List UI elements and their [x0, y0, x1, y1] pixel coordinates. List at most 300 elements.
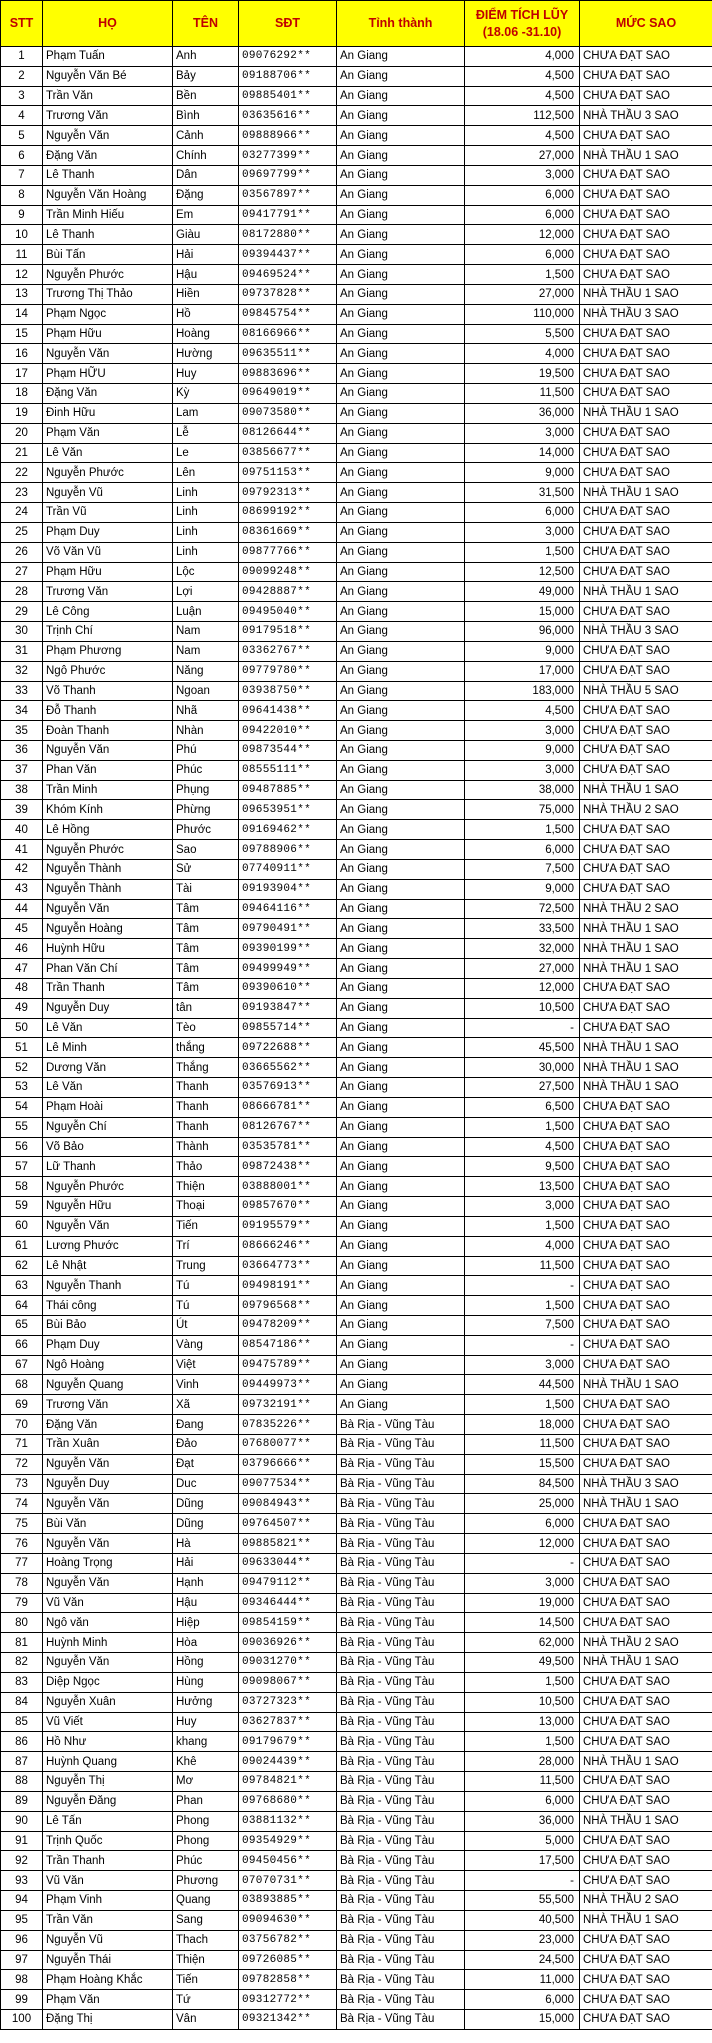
cell-stt: 94: [1, 1891, 43, 1911]
cell-stt: 63: [1, 1276, 43, 1296]
cell-tinh-thanh: Bà Rịa - Vũng Tàu: [337, 1415, 465, 1435]
cell-tinh-thanh: Bà Rịa - Vũng Tàu: [337, 1772, 465, 1792]
cell-tinh-thanh: Bà Rịa - Vũng Tàu: [337, 1851, 465, 1871]
cell-diem-tich-luy: 14,000: [465, 443, 580, 463]
cell-tinh-thanh: An Giang: [337, 721, 465, 741]
cell-tinh-thanh: An Giang: [337, 820, 465, 840]
cell-ten: Thoại: [173, 1197, 239, 1217]
cell-ten: Bảy: [173, 66, 239, 86]
cell-ten: Dũng: [173, 1514, 239, 1534]
cell-stt: 21: [1, 443, 43, 463]
cell-diem-tich-luy: 44,500: [465, 1375, 580, 1395]
cell-ho: Hồ Như: [43, 1732, 173, 1752]
cell-diem-tich-luy: 19,000: [465, 1593, 580, 1613]
cell-stt: 83: [1, 1672, 43, 1692]
cell-stt: 96: [1, 1930, 43, 1950]
cell-tinh-thanh: An Giang: [337, 165, 465, 185]
cell-ho: Nguyễn Văn: [43, 126, 173, 146]
cell-stt: 37: [1, 760, 43, 780]
cell-stt: 79: [1, 1593, 43, 1613]
cell-tinh-thanh: Bà Rịa - Vũng Tàu: [337, 1950, 465, 1970]
cell-diem-tich-luy: -: [465, 1553, 580, 1573]
cell-tinh-thanh: An Giang: [337, 1256, 465, 1276]
cell-diem-tich-luy: 27,000: [465, 146, 580, 166]
cell-muc-sao: CHƯA ĐẠT SAO: [580, 542, 712, 562]
cell-ho: Lương Phước: [43, 1236, 173, 1256]
cell-ho: Nguyễn Quang: [43, 1375, 173, 1395]
table-row: [1, 1058, 712, 1078]
table-row: [1, 403, 712, 423]
cell-ho: Trương Văn: [43, 106, 173, 126]
cell-diem-tich-luy: 9,000: [465, 879, 580, 899]
cell-diem-tich-luy: 11,500: [465, 384, 580, 404]
cell-sdt: 08547186**: [239, 1335, 337, 1355]
cell-muc-sao: CHƯA ĐẠT SAO: [580, 760, 712, 780]
table-row: [1, 1633, 712, 1653]
cell-sdt: 09478209**: [239, 1316, 337, 1336]
cell-ten: Phụng: [173, 780, 239, 800]
cell-diem-tich-luy: 12,000: [465, 978, 580, 998]
header-diem-line1: ĐIỂM TÍCH LŨY: [475, 7, 569, 22]
cell-ten: Tú: [173, 1296, 239, 1316]
cell-ho: Nguyễn Duy: [43, 998, 173, 1018]
cell-muc-sao: CHƯA ĐẠT SAO: [580, 1355, 712, 1375]
cell-sdt: 09872438**: [239, 1157, 337, 1177]
cell-ho: Huỳnh Hữu: [43, 939, 173, 959]
cell-diem-tich-luy: 6,500: [465, 1097, 580, 1117]
table-row: [1, 1534, 712, 1554]
table-row: [1, 1276, 712, 1296]
cell-diem-tich-luy: 17,500: [465, 1851, 580, 1871]
cell-ten: Đặng: [173, 185, 239, 205]
table-row: [1, 1117, 712, 1137]
table-row: [1, 126, 712, 146]
cell-stt: 90: [1, 1811, 43, 1831]
table-row: [1, 106, 712, 126]
cell-ten: Linh: [173, 542, 239, 562]
table-row: [1, 1177, 712, 1197]
cell-sdt: 09487885**: [239, 780, 337, 800]
cell-sdt: 09857670**: [239, 1197, 337, 1217]
cell-sdt: 09098067**: [239, 1672, 337, 1692]
cell-sdt: 08666246**: [239, 1236, 337, 1256]
cell-ho: Phạm Văn: [43, 423, 173, 443]
cell-tinh-thanh: Bà Rịa - Vũng Tàu: [337, 1970, 465, 1990]
cell-ho: Nguyễn Thành: [43, 859, 173, 879]
cell-muc-sao: CHƯA ĐẠT SAO: [580, 1712, 712, 1732]
cell-ho: Nguyễn Văn: [43, 1216, 173, 1236]
table-row: [1, 1494, 712, 1514]
cell-diem-tich-luy: 4,000: [465, 1236, 580, 1256]
cell-diem-tich-luy: 6,000: [465, 1514, 580, 1534]
cell-stt: 40: [1, 820, 43, 840]
cell-muc-sao: CHƯA ĐẠT SAO: [580, 463, 712, 483]
cell-stt: 8: [1, 185, 43, 205]
cell-tinh-thanh: An Giang: [337, 899, 465, 919]
cell-ten: Cảnh: [173, 126, 239, 146]
cell-stt: 45: [1, 919, 43, 939]
cell-diem-tich-luy: 23,000: [465, 1930, 580, 1950]
table-row: [1, 959, 712, 979]
cell-ho: Lữ Thanh: [43, 1157, 173, 1177]
cell-diem-tich-luy: 1,500: [465, 542, 580, 562]
table-row: [1, 304, 712, 324]
cell-stt: 92: [1, 1851, 43, 1871]
cell-muc-sao: CHƯA ĐẠT SAO: [580, 661, 712, 681]
cell-diem-tich-luy: 12,000: [465, 225, 580, 245]
cell-muc-sao: CHƯA ĐẠT SAO: [580, 1831, 712, 1851]
cell-ten: Việt: [173, 1355, 239, 1375]
cell-sdt: 03635616**: [239, 106, 337, 126]
cell-muc-sao: NHÀ THẦU 1 SAO: [580, 1752, 712, 1772]
cell-stt: 18: [1, 384, 43, 404]
cell-diem-tich-luy: 25,000: [465, 1494, 580, 1514]
cell-muc-sao: CHƯA ĐẠT SAO: [580, 879, 712, 899]
cell-tinh-thanh: An Giang: [337, 1316, 465, 1336]
cell-diem-tich-luy: 3,000: [465, 721, 580, 741]
cell-ten: Năng: [173, 661, 239, 681]
cell-sdt: 09653951**: [239, 800, 337, 820]
cell-sdt: 09885401**: [239, 86, 337, 106]
cell-stt: 100: [1, 2009, 43, 2029]
cell-stt: 76: [1, 1534, 43, 1554]
cell-sdt: 03576913**: [239, 1078, 337, 1098]
cell-diem-tich-luy: 11,500: [465, 1772, 580, 1792]
table-row: [1, 1355, 712, 1375]
cell-tinh-thanh: An Giang: [337, 423, 465, 443]
cell-muc-sao: CHƯA ĐẠT SAO: [580, 165, 712, 185]
cell-stt: 91: [1, 1831, 43, 1851]
cell-ho: Bùi Bảo: [43, 1316, 173, 1336]
cell-ho: Diệp Ngọc: [43, 1672, 173, 1692]
cell-ho: Nguyễn Vũ: [43, 483, 173, 503]
cell-ho: Nguyễn Duy: [43, 1474, 173, 1494]
cell-diem-tich-luy: -: [465, 1871, 580, 1891]
cell-stt: 55: [1, 1117, 43, 1137]
cell-ten: Nhã: [173, 701, 239, 721]
table-row: [1, 800, 712, 820]
cell-diem-tich-luy: 15,000: [465, 602, 580, 622]
cell-ho: Võ Thanh: [43, 681, 173, 701]
cell-ho: Nguyễn Phước: [43, 840, 173, 860]
cell-diem-tich-luy: 11,500: [465, 1434, 580, 1454]
cell-ten: Thach: [173, 1930, 239, 1950]
cell-ten: Nam: [173, 622, 239, 642]
table-row: [1, 1712, 712, 1732]
table-row: [1, 1078, 712, 1098]
cell-sdt: 03535781**: [239, 1137, 337, 1157]
cell-ho: Võ Văn Vũ: [43, 542, 173, 562]
cell-ho: Vũ Văn: [43, 1871, 173, 1891]
table-row: [1, 1593, 712, 1613]
cell-ten: Tứ: [173, 1990, 239, 2010]
cell-ten: Hồ: [173, 304, 239, 324]
cell-tinh-thanh: An Giang: [337, 978, 465, 998]
cell-muc-sao: CHƯA ĐẠT SAO: [580, 324, 712, 344]
cell-ten: Le: [173, 443, 239, 463]
table-row: [1, 384, 712, 404]
cell-tinh-thanh: Bà Rịa - Vũng Tàu: [337, 1534, 465, 1554]
cell-ho: Phạm Tuấn: [43, 47, 173, 67]
cell-ho: Lê Văn: [43, 443, 173, 463]
cell-diem-tich-luy: -: [465, 1276, 580, 1296]
cell-diem-tich-luy: 31,500: [465, 483, 580, 503]
cell-ho: Trần Thanh: [43, 1851, 173, 1871]
cell-ho: Bùi Tấn: [43, 245, 173, 265]
table-row: [1, 1097, 712, 1117]
cell-stt: 31: [1, 641, 43, 661]
cell-sdt: 09751153**: [239, 463, 337, 483]
cell-sdt: 09854159**: [239, 1613, 337, 1633]
cell-ten: Trí: [173, 1236, 239, 1256]
cell-ho: Nguyễn Xuân: [43, 1692, 173, 1712]
cell-sdt: 09417791**: [239, 205, 337, 225]
cell-ten: Trung: [173, 1256, 239, 1276]
cell-ho: Đặng Văn: [43, 146, 173, 166]
cell-ten: Hiền: [173, 284, 239, 304]
cell-ten: Tâm: [173, 939, 239, 959]
cell-muc-sao: CHƯA ĐẠT SAO: [580, 1335, 712, 1355]
cell-tinh-thanh: An Giang: [337, 760, 465, 780]
cell-tinh-thanh: An Giang: [337, 622, 465, 642]
cell-muc-sao: CHƯA ĐẠT SAO: [580, 1534, 712, 1554]
table-row: [1, 879, 712, 899]
cell-sdt: 09394437**: [239, 245, 337, 265]
cell-muc-sao: NHÀ THẦU 2 SAO: [580, 1633, 712, 1653]
cell-ten: Đảo: [173, 1434, 239, 1454]
cell-tinh-thanh: An Giang: [337, 1236, 465, 1256]
cell-muc-sao: CHƯA ĐẠT SAO: [580, 1732, 712, 1752]
cell-tinh-thanh: An Giang: [337, 483, 465, 503]
cell-ten: Thiện: [173, 1177, 239, 1197]
table-row: [1, 562, 712, 582]
cell-diem-tich-luy: 32,000: [465, 939, 580, 959]
cell-stt: 24: [1, 503, 43, 523]
cell-tinh-thanh: An Giang: [337, 205, 465, 225]
cell-muc-sao: CHƯA ĐẠT SAO: [580, 1316, 712, 1336]
cell-tinh-thanh: Bà Rịa - Vũng Tàu: [337, 1891, 465, 1911]
cell-tinh-thanh: An Giang: [337, 364, 465, 384]
cell-tinh-thanh: An Giang: [337, 1276, 465, 1296]
table-row: [1, 760, 712, 780]
cell-ho: Lê Tấn: [43, 1811, 173, 1831]
table-row: [1, 1454, 712, 1474]
cell-ho: Trịnh Quốc: [43, 1831, 173, 1851]
cell-diem-tich-luy: 183,000: [465, 681, 580, 701]
cell-muc-sao: NHÀ THẦU 1 SAO: [580, 1038, 712, 1058]
cell-diem-tich-luy: 1,500: [465, 1117, 580, 1137]
cell-stt: 88: [1, 1772, 43, 1792]
cell-ten: Dân: [173, 165, 239, 185]
cell-ho: Lê Minh: [43, 1038, 173, 1058]
cell-ho: Võ Bảo: [43, 1137, 173, 1157]
cell-stt: 98: [1, 1970, 43, 1990]
table-row: [1, 522, 712, 542]
cell-sdt: 03665562**: [239, 1058, 337, 1078]
cell-ten: Linh: [173, 522, 239, 542]
cell-tinh-thanh: An Giang: [337, 939, 465, 959]
cell-ho: Nguyễn Văn: [43, 740, 173, 760]
cell-diem-tich-luy: 13,500: [465, 1177, 580, 1197]
cell-stt: 65: [1, 1316, 43, 1336]
cell-tinh-thanh: An Giang: [337, 780, 465, 800]
cell-sdt: 03888001**: [239, 1177, 337, 1197]
cell-stt: 56: [1, 1137, 43, 1157]
cell-sdt: 09764507**: [239, 1514, 337, 1534]
cell-stt: 89: [1, 1791, 43, 1811]
cell-stt: 2: [1, 66, 43, 86]
cell-ho: Phạm HỮU: [43, 364, 173, 384]
header-diem-tich-luy: [465, 1, 580, 47]
table-row: [1, 1613, 712, 1633]
cell-stt: 82: [1, 1653, 43, 1673]
table-row: [1, 1474, 712, 1494]
table-row: [1, 1335, 712, 1355]
cell-sdt: 09321342**: [239, 2009, 337, 2029]
cell-muc-sao: CHƯA ĐẠT SAO: [580, 423, 712, 443]
cell-ho: Đặng Văn: [43, 384, 173, 404]
cell-diem-tich-luy: 1,500: [465, 1732, 580, 1752]
cell-ten: Chính: [173, 146, 239, 166]
cell-sdt: 09796568**: [239, 1296, 337, 1316]
cell-muc-sao: CHƯA ĐẠT SAO: [580, 1772, 712, 1792]
cell-stt: 71: [1, 1434, 43, 1454]
cell-diem-tich-luy: -: [465, 1018, 580, 1038]
cell-ho: Nguyễn Vũ: [43, 1930, 173, 1950]
cell-ho: Trần Thanh: [43, 978, 173, 998]
cell-muc-sao: CHƯA ĐẠT SAO: [580, 721, 712, 741]
cell-ho: Nguyễn Hữu: [43, 1197, 173, 1217]
cell-ten: Sử: [173, 859, 239, 879]
cell-sdt: 09635511**: [239, 344, 337, 364]
cell-sdt: 07070731**: [239, 1871, 337, 1891]
cell-stt: 53: [1, 1078, 43, 1098]
cell-sdt: 09193847**: [239, 998, 337, 1018]
cell-muc-sao: NHÀ THẦU 2 SAO: [580, 800, 712, 820]
cell-tinh-thanh: An Giang: [337, 740, 465, 760]
cell-sdt: 07835226**: [239, 1415, 337, 1435]
cell-diem-tich-luy: 3,000: [465, 760, 580, 780]
cell-stt: 67: [1, 1355, 43, 1375]
cell-ho: Trần Văn: [43, 86, 173, 106]
cell-muc-sao: NHÀ THẦU 1 SAO: [580, 582, 712, 602]
cell-sdt: 09737828**: [239, 284, 337, 304]
cell-ten: Lam: [173, 403, 239, 423]
cell-ten: Duc: [173, 1474, 239, 1494]
cell-ho: Vũ Viết: [43, 1712, 173, 1732]
cell-ho: Phạm Phương: [43, 641, 173, 661]
cell-tinh-thanh: Bà Rịa - Vũng Tàu: [337, 1573, 465, 1593]
cell-ten: Hạnh: [173, 1573, 239, 1593]
cell-muc-sao: CHƯA ĐẠT SAO: [580, 225, 712, 245]
cell-tinh-thanh: Bà Rịa - Vũng Tàu: [337, 1990, 465, 2010]
cell-ho: Nguyễn Văn Hoàng: [43, 185, 173, 205]
cell-diem-tich-luy: 112,500: [465, 106, 580, 126]
cell-stt: 47: [1, 959, 43, 979]
cell-sdt: 03664773**: [239, 1256, 337, 1276]
cell-stt: 36: [1, 740, 43, 760]
cell-ten: tân: [173, 998, 239, 1018]
cell-muc-sao: CHƯA ĐẠT SAO: [580, 1434, 712, 1454]
cell-tinh-thanh: Bà Rịa - Vũng Tàu: [337, 1791, 465, 1811]
cell-diem-tich-luy: 4,500: [465, 86, 580, 106]
cell-ten: Tiến: [173, 1216, 239, 1236]
cell-stt: 25: [1, 522, 43, 542]
cell-diem-tich-luy: 49,000: [465, 582, 580, 602]
cell-tinh-thanh: An Giang: [337, 86, 465, 106]
table-row: [1, 2009, 712, 2029]
cell-ho: Đinh Hữu: [43, 403, 173, 423]
cell-stt: 43: [1, 879, 43, 899]
cell-ten: Huy: [173, 364, 239, 384]
cell-diem-tich-luy: -: [465, 1335, 580, 1355]
cell-ten: khang: [173, 1732, 239, 1752]
table-row: [1, 1891, 712, 1911]
cell-ho: Nguyễn Thái: [43, 1950, 173, 1970]
cell-stt: 70: [1, 1415, 43, 1435]
cell-tinh-thanh: Bà Rịa - Vũng Tàu: [337, 1613, 465, 1633]
cell-sdt: 09195579**: [239, 1216, 337, 1236]
cell-tinh-thanh: Bà Rịa - Vũng Tàu: [337, 1593, 465, 1613]
table-row: [1, 840, 712, 860]
cell-ho: Trần Minh: [43, 780, 173, 800]
cell-sdt: 09428887**: [239, 582, 337, 602]
cell-ten: Phong: [173, 1831, 239, 1851]
table-row: [1, 939, 712, 959]
cell-muc-sao: CHƯA ĐẠT SAO: [580, 1197, 712, 1217]
table-row: [1, 1950, 712, 1970]
cell-diem-tich-luy: 27,500: [465, 1078, 580, 1098]
cell-diem-tich-luy: 4,000: [465, 344, 580, 364]
cell-tinh-thanh: An Giang: [337, 1216, 465, 1236]
cell-ho: Nguyễn Văn: [43, 1573, 173, 1593]
cell-tinh-thanh: An Giang: [337, 384, 465, 404]
cell-stt: 44: [1, 899, 43, 919]
cell-ho: Nguyễn Phước: [43, 463, 173, 483]
cell-diem-tich-luy: 15,500: [465, 1454, 580, 1474]
cell-muc-sao: NHÀ THẦU 1 SAO: [580, 403, 712, 423]
table-row: [1, 1514, 712, 1534]
cell-tinh-thanh: An Giang: [337, 1395, 465, 1415]
cell-stt: 46: [1, 939, 43, 959]
cell-ho: Nguyễn Văn: [43, 344, 173, 364]
cell-tinh-thanh: An Giang: [337, 225, 465, 245]
table-row: [1, 1910, 712, 1930]
cell-tinh-thanh: Bà Rịa - Vũng Tàu: [337, 2009, 465, 2029]
cell-sdt: 09855714**: [239, 1018, 337, 1038]
cell-diem-tich-luy: 72,500: [465, 899, 580, 919]
cell-stt: 7: [1, 165, 43, 185]
cell-ho: Phạm Ngọc: [43, 304, 173, 324]
cell-stt: 95: [1, 1910, 43, 1930]
table-row: [1, 998, 712, 1018]
cell-diem-tich-luy: 6,000: [465, 1990, 580, 2010]
cell-tinh-thanh: An Giang: [337, 1335, 465, 1355]
cell-ho: Phạm Duy: [43, 522, 173, 542]
cell-tinh-thanh: Bà Rịa - Vũng Tàu: [337, 1811, 465, 1831]
cell-diem-tich-luy: 5,500: [465, 324, 580, 344]
cell-ten: Linh: [173, 483, 239, 503]
cell-ten: Hồng: [173, 1653, 239, 1673]
cell-ho: Phan Văn: [43, 760, 173, 780]
cell-sdt: 09888966**: [239, 126, 337, 146]
cell-sdt: 09469524**: [239, 265, 337, 285]
cell-sdt: 09732191**: [239, 1395, 337, 1415]
cell-ho: Đỗ Thanh: [43, 701, 173, 721]
cell-ten: Huy: [173, 1712, 239, 1732]
cell-tinh-thanh: An Giang: [337, 443, 465, 463]
cell-diem-tich-luy: 4,500: [465, 1137, 580, 1157]
